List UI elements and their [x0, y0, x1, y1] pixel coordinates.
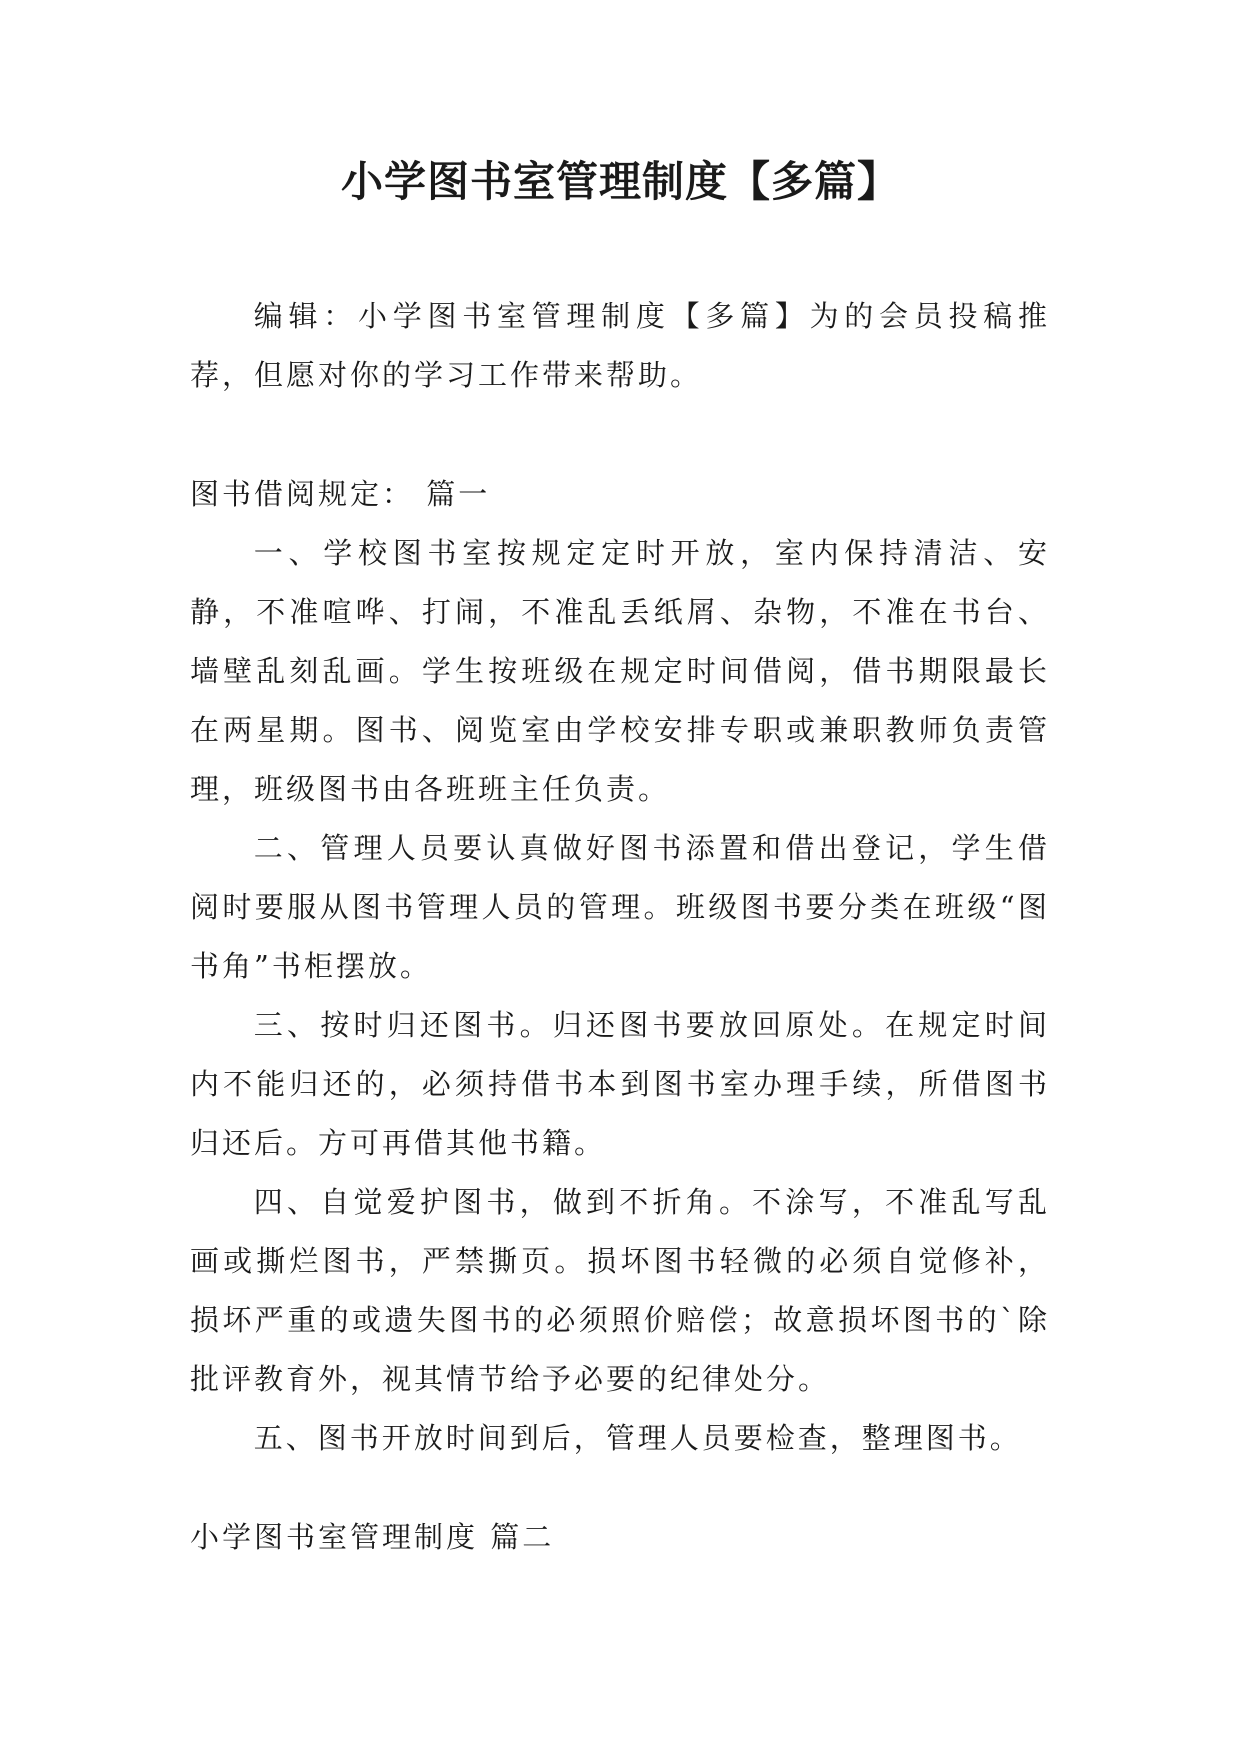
rule-paragraph: 三、按时归还图书。归还图书要放回原处。在规定时间内不能归还的，必须持借书本到图书室办理手续，所借图书归还后。方可再借其他书籍。	[190, 1008, 1050, 1160]
rules-list	[190, 524, 1050, 1468]
intro-paragraph: 编辑：小学图书室管理制度【多篇】为的会员投稿推荐，但愿对你的学习工作带来帮助。	[190, 299, 1050, 392]
section-heading-2: 小学图书室管理制度 篇二	[190, 1520, 555, 1554]
rule-paragraph: 四、自觉爱护图书，做到不折角。不涂写，不准乱写乱画或撕烂图书，严禁撕页。损坏图书轻微的必须自觉修补，损坏严重的或遗失图书的必须照价赔偿；故意损坏图书的`除批评教育外，视其情节给予必要的纪律处分。	[190, 1185, 1050, 1396]
rule-paragraph: 二、管理人员要认真做好图书添置和借出登记，学生借阅时要服从图书管理人员的管理。班级图书要分类在班级“图书角”书柜摆放。	[190, 831, 1050, 983]
section-heading-1: 图书借阅规定： 篇一	[190, 477, 491, 511]
rule-paragraph: 一、学校图书室按规定定时开放，室内保持清洁、安静，不准喧哗、打闹，不准乱丢纸屑、杂物，不准在书台、墙壁乱刻乱画。学生按班级在规定时间借阅，借书期限最长在两星期。图书、阅览室由学校安排专职或兼职教师负责管理，班级图书由各班班主任负责。	[190, 536, 1050, 806]
document-title: 小学图书室管理制度【多篇】	[340, 157, 900, 206]
rule-paragraph: 五、图书开放时间到后，管理人员要检查，整理图书。	[253, 1421, 1022, 1455]
